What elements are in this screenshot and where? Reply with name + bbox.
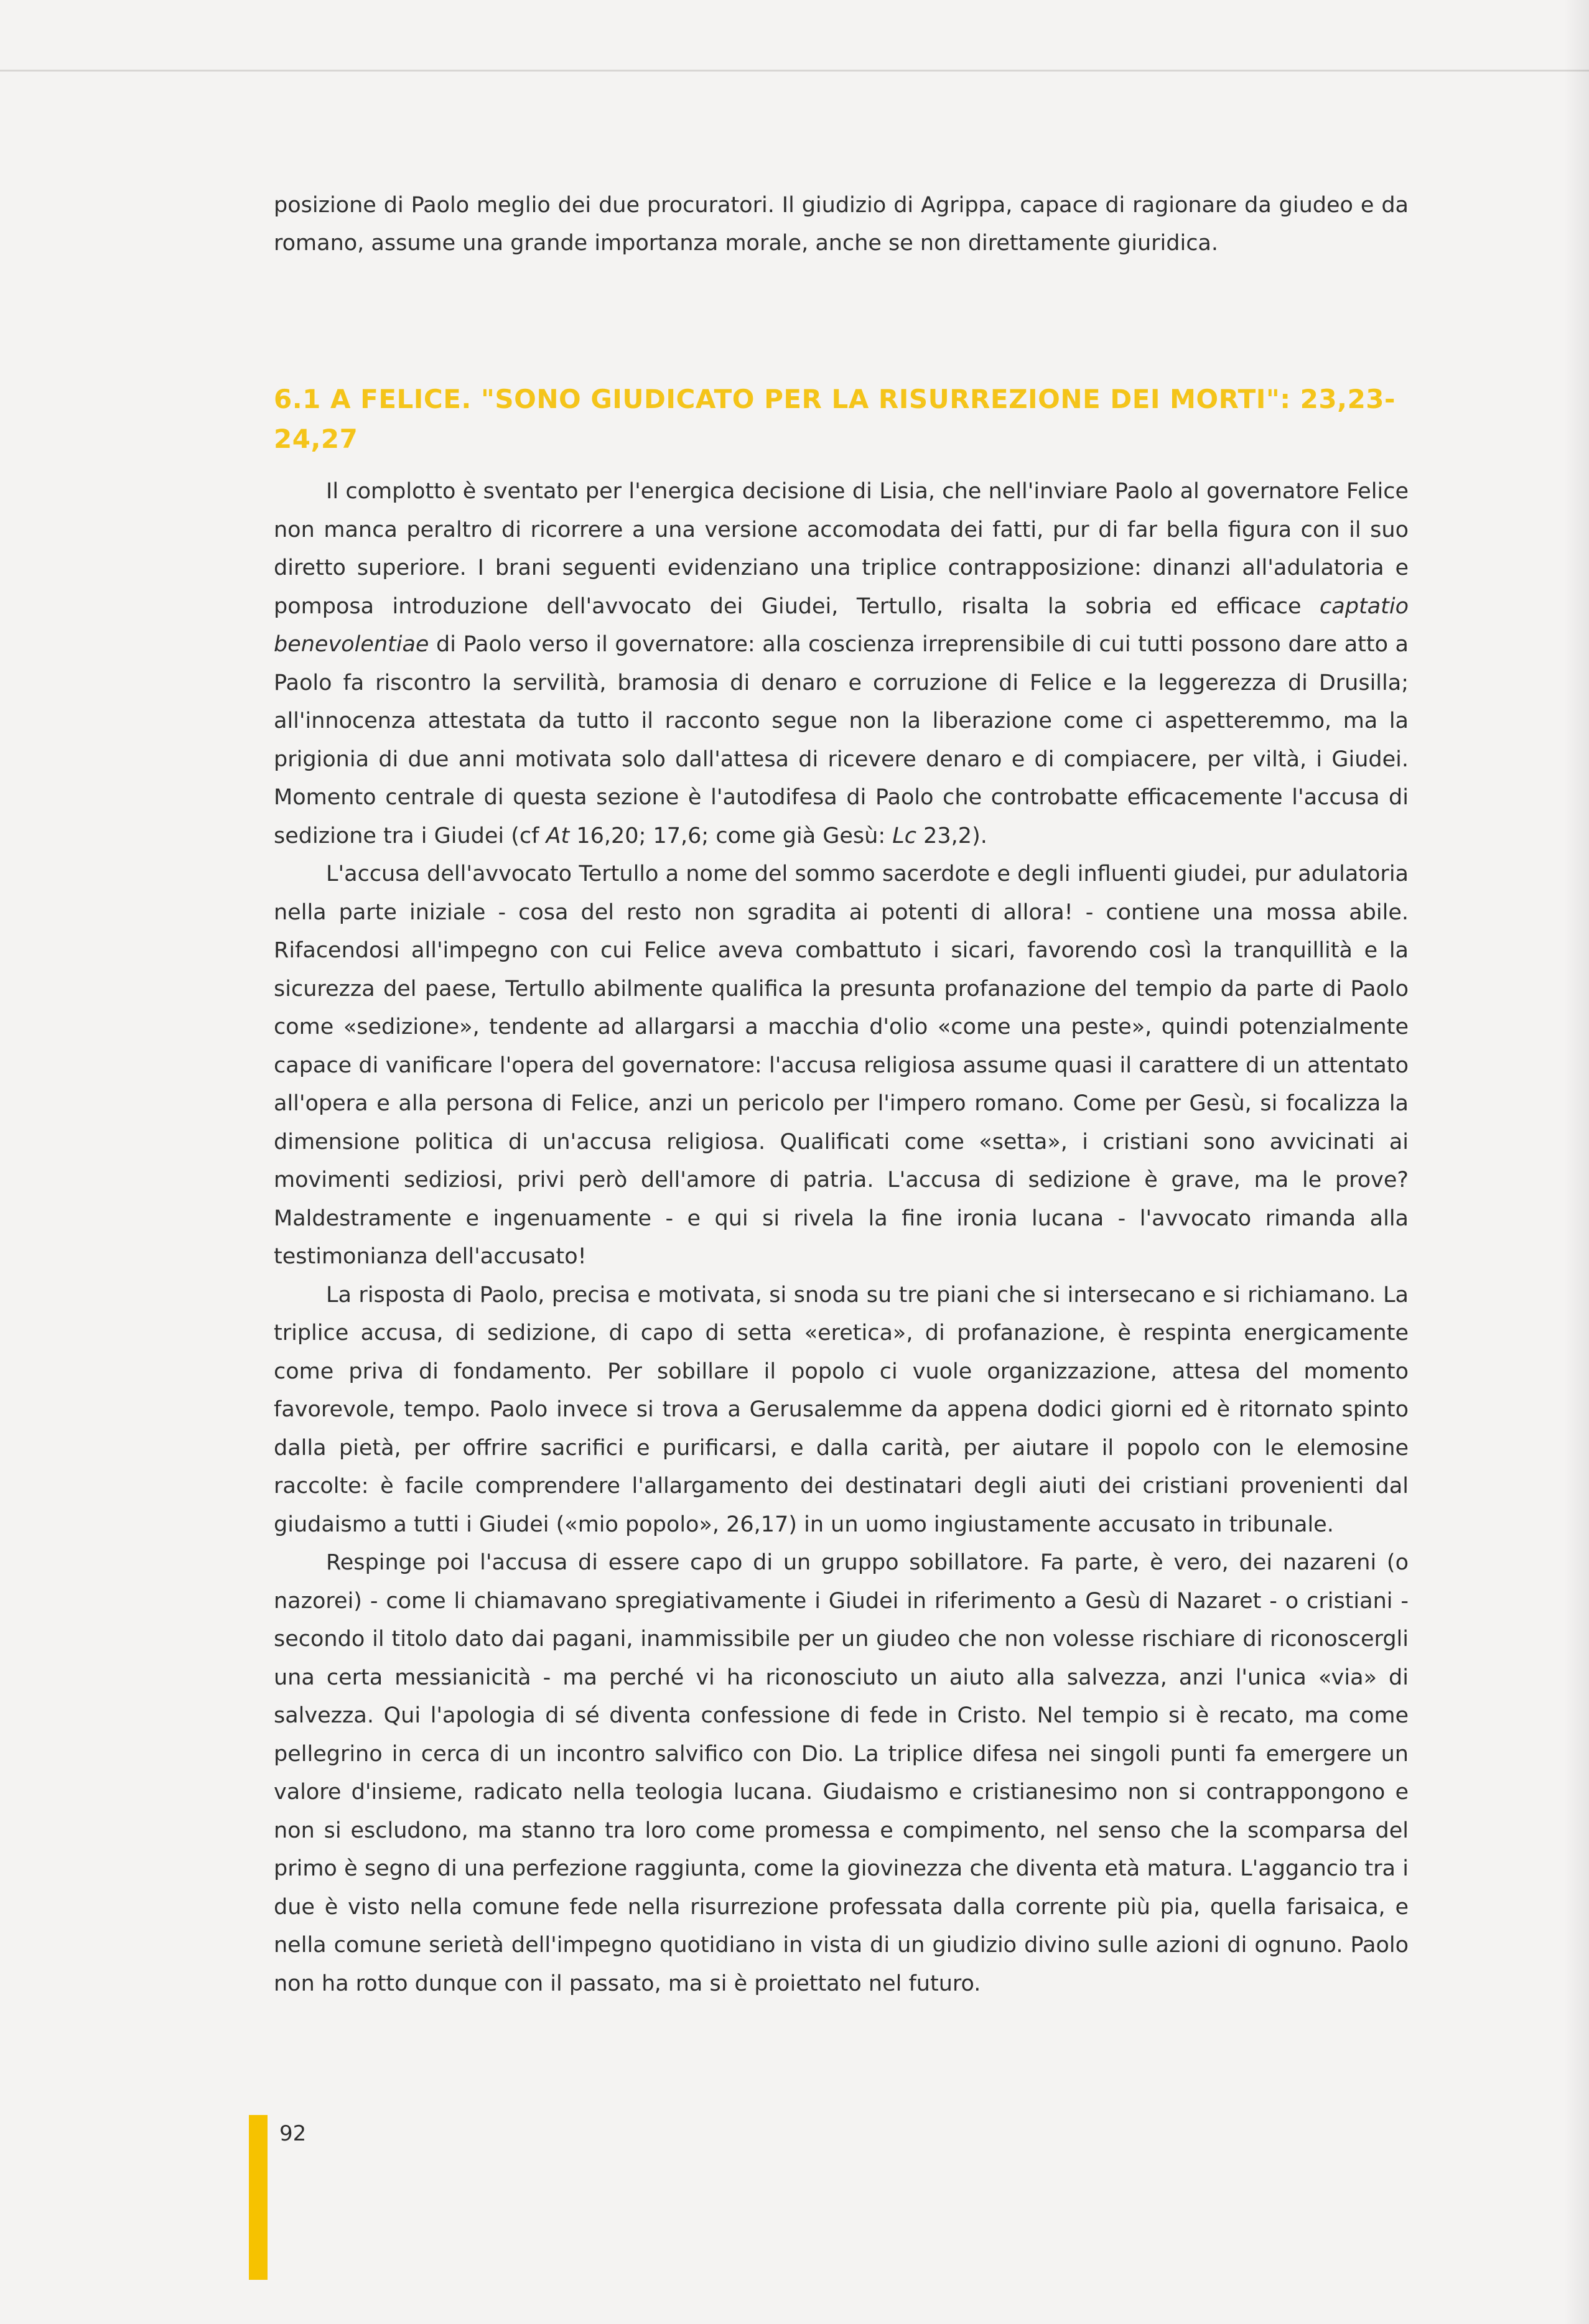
intro-paragraph: posizione di Paolo meglio dei due procuratori. Il giudizio di Agrippa, capace di ragionare da giudeo e da romano, assume una grande importanza morale, anche se non direttamente giuridica. <box>274 193 1409 256</box>
folio-bar <box>249 2115 268 2280</box>
paragraph-1-emphasis-lc: Lc <box>892 823 917 848</box>
paragraph-4: Respinge poi l'accusa di essere capo di un gruppo sobillatore. Fa parte, è vero, dei nazareni (o nazorei) - come li chiamavano spregiativamente i Giudei in riferimento a Gesù di Nazaret - o cristiani - secondo il titolo dato dai pagani, inammissibile per un giudeo che non volesse rischiare di riconoscergli una certa messianicità - ma perché vi ha riconosciuto un aiuto alla salvezza, anzi l'unica «via» di salvezza. Qui l'apologia di sé diventa confessione di fede in Cristo. Nel tempio si è recato, ma come pellegrino in cerca di un incontro salvifico con Dio. La triplice difesa nei singoli punti fa emergere un valore d'insieme, radicato nella teologia lucana. Giudaismo e cristianesimo non si contrappongono e non si escludono, ma stanno tra loro come promessa e compimento, nel senso che la scomparsa del primo è segno di una perfezione raggiunta, come la giovinezza che diventa età matura. L'aggancio tra i due è visto nella comune fede nella risurrezione professata dalla corrente più pia, quella farisaica, e nella comune serietà dell'impegno quotidiano in vista di un giudizio divino sulle azioni di ognuno. Paolo non ha rotto dunque con il passato, ma si è proiettato nel futuro. <box>274 1550 1409 1996</box>
paragraph-3: La risposta di Paolo, precisa e motivata, si snoda su tre piani che si intersecano e si richiamano. La triplice accusa, di sedizione, di capo di setta «eretica», di profanazione, è respinta energicamente come priva di fondamento. Per sobillare il popolo ci vuole organizzazione, attesa del momento favorevole, tempo. Paolo invece si trova a Gerusalemme da appena dodici giorni ed è ritornato spinto dalla pietà, per offrire sacrifici e purificarsi, e dalla carità, per aiutare il popolo con le elemosine raccolte: è facile comprendere l'allargamento dei destinatari degli aiuti dei cristiani provenienti dal giudaismo a tutti i Giudei («mio popolo», 26,17) in un uomo ingiustamente accusato in tribunale. <box>274 1282 1409 1537</box>
paragraph-1-part-4: 23,2). <box>916 823 987 848</box>
paragraph-1-part-1: Il complotto è sventato per l'energica decisione di Lisia, che nell'inviare Paolo al governatore Felice non manca peraltro di ricorrere a una versione accomodata dei fatti, pur di far bella figura con il suo diretto superiore. I brani seguenti evidenziano una triplice contrapposizione: dinanzi all'adulatoria e pomposa introduzione dell'avvocato dei Giudei, Tertullo, risalta la sobria ed efficace <box>274 479 1409 619</box>
paragraph-1-part-3: 16,20; 17,6; come già Gesù: <box>569 823 893 848</box>
paragraph-1-emphasis-captatio: captatio benevolentiae <box>274 593 1409 657</box>
paragraph-1-part-2: di Paolo verso il governatore: alla coscienza irreprensibile di cui tutti possono dare atto a Paolo fa riscontro la servilità, bramosia di denaro e corruzione di Felice e la leggerezza di Drusilla; all'innocenza attestata da tutto il racconto segue non la liberazione come ci aspetteremmo, ma la prigionia di due anni motivata solo dall'attesa di ricevere denaro e di compiacere, per viltà, i Giudei. Momento centrale di questa sezione è l'autodifesa di Paolo che controbatte efficacemente l'accusa di sedizione tra i Giudei (cf <box>274 632 1409 848</box>
body-text <box>274 473 1409 2003</box>
page-edge-shadow <box>1564 0 1589 2324</box>
paragraph-1 <box>274 473 1409 855</box>
section-heading: 6.1 A FELICE. "SONO GIUDICATO PER LA RISURREZIONE DEI MORTI": 23,23-24,27 <box>274 384 1396 454</box>
paragraph-1-emphasis-at: At <box>546 823 570 848</box>
paragraph-2: L'accusa dell'avvocato Tertullo a nome del sommo sacerdote e degli influenti giudei, pur adulatoria nella parte iniziale - cosa del resto non sgradita ai potenti di allora! - contiene una mossa abile. Rifacendosi all'impegno con cui Felice aveva combattuto i sicari, favorendo così la tranquillità e la sicurezza del paese, Tertullo abilmente qualifica la presunta profanazione del tempio da parte di Paolo come «sedizione», tendente ad allargarsi a macchia d'olio «come una peste», quindi potenzialmente capace di vanificare l'opera del governatore: l'accusa religiosa assume quasi il carattere di un attentato all'opera e alla persona di Felice, anzi un pericolo per l'impero romano. Come per Gesù, si focalizza la dimensione politica di un'accusa religiosa. Qualificati come «setta», i cristiani sono avvicinati ai movimenti sediziosi, privi però dell'amore di patria. L'accusa di sedizione è grave, ma le prove? Maldestramente e ingenuamente - e qui si rivela la fine ironia lucana - l'avvocato rimanda alla testimonianza dell'accusato! <box>274 862 1409 1269</box>
page-number: 92 <box>279 2121 307 2146</box>
top-rule <box>0 70 1589 72</box>
